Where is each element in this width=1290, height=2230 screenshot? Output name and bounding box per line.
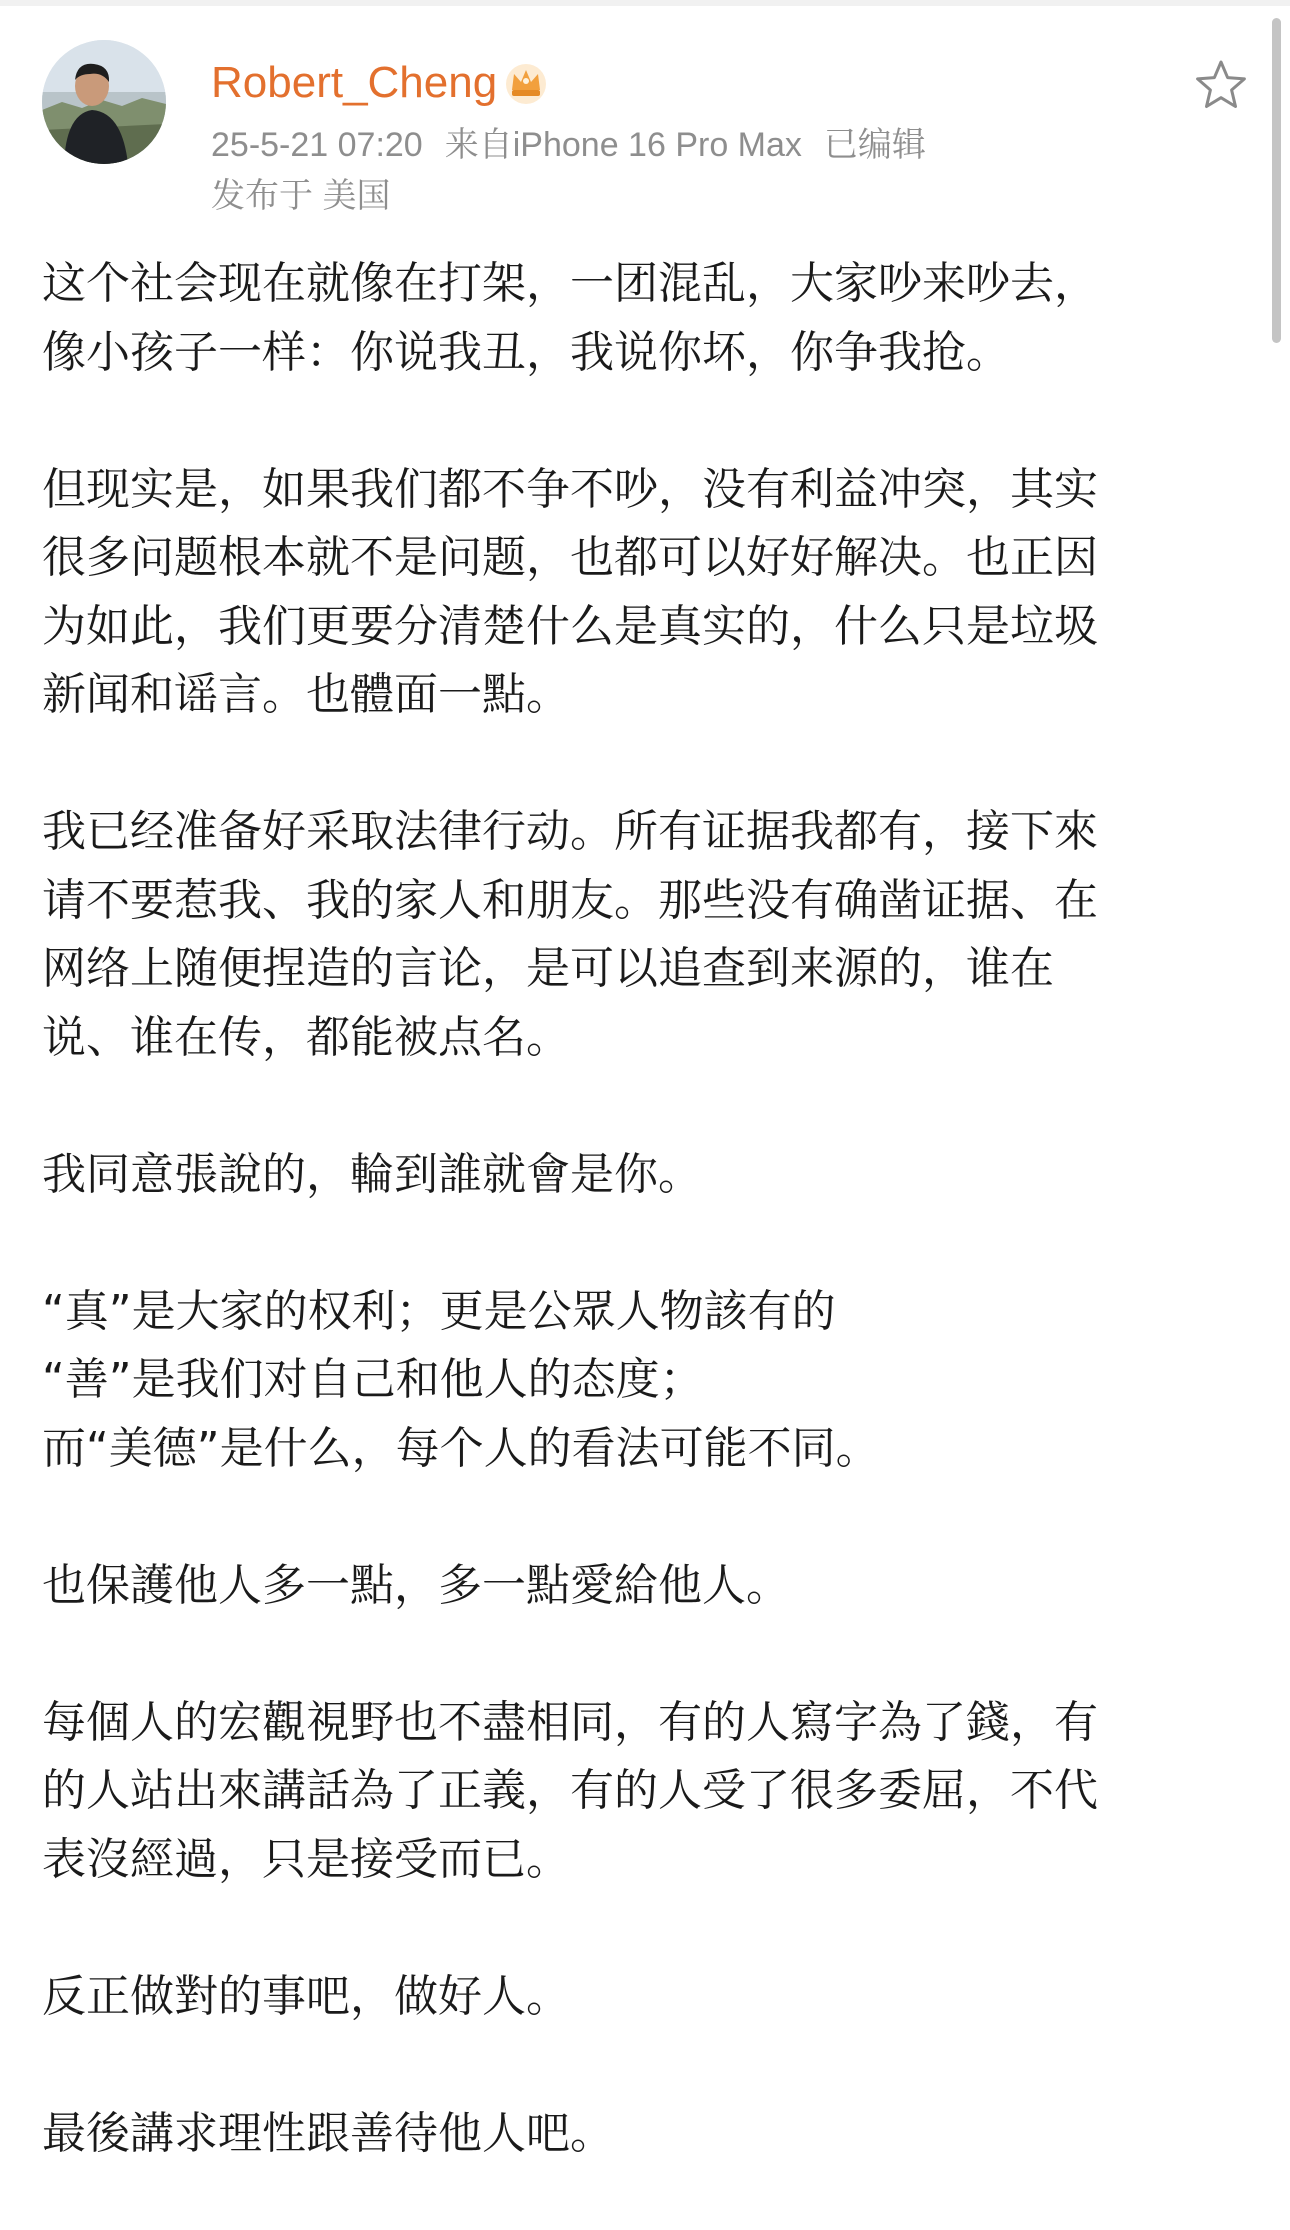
post-paragraph: 我已经准备好采取法律行动。所有证据我都有，接下來 请不要惹我、我的家人和朋友。那些没有确凿证据、在 网络上随便捏造的言论，是可以追查到来源的，谁在 说、谁在传，都能被点名。 [42, 806, 1098, 1063]
edited-label[interactable]: 已编辑 [823, 126, 926, 164]
post-paragraph: 每個人的宏觀視野也不盡相同，有的人寫字為了錢，有 的人站出來講話為了正義，有的人受了很多委屈，不代 表沒經過，只是接受而已。 [42, 1696, 1098, 1885]
post-timestamp: 25-5-21 07:20 [211, 126, 423, 164]
star-outline-icon[interactable] [1193, 57, 1249, 113]
post-meta [211, 122, 948, 168]
author-name-text[interactable]: Robert_Cheng [211, 58, 498, 107]
post-source: 来自iPhone 16 Pro Max [444, 126, 802, 164]
post-paragraph: 我同意張說的，輪到誰就會是你。 [42, 1148, 702, 1200]
avatar-photo-icon [42, 40, 166, 164]
author-name[interactable] [211, 53, 549, 113]
post-paragraph: 但现实是，如果我们都不争不吵，没有利益冲突，其实 很多问题根本就不是问题，也都可以好好解决。也正因 为如此，我们更要分清楚什么是真实的，什么只是垃圾 新闻和谣言。也體面一點。 [42, 463, 1098, 720]
post-paragraph: 这个社会现在就像在打架，一团混乱，大家吵来吵去， 像小孩子一样：你说我丑，我说你坏，你争我抢。 [42, 258, 1098, 378]
post-location: 发布于 美国 [211, 177, 391, 215]
post-paragraph: 最後講求理性跟善待他人吧。 [42, 2107, 614, 2159]
post-header [0, 0, 1290, 220]
scrollbar[interactable] [1272, 18, 1281, 343]
vip-crown-icon [503, 60, 549, 106]
post-paragraph: 反正做對的事吧，做好人。 [42, 1970, 570, 2022]
post-paragraph: 也保護他人多一點，多一點愛給他人。 [42, 1559, 790, 1611]
author-avatar[interactable] [42, 40, 166, 164]
post-content [42, 250, 1242, 2168]
post-paragraph: “真”是大家的权利；更是公眾人物該有的 “善”是我们对自己和他人的态度； 而“美德”是什么，每个人的看法可能不同。 [42, 1285, 880, 1474]
favorite-button[interactable] [1193, 57, 1249, 113]
